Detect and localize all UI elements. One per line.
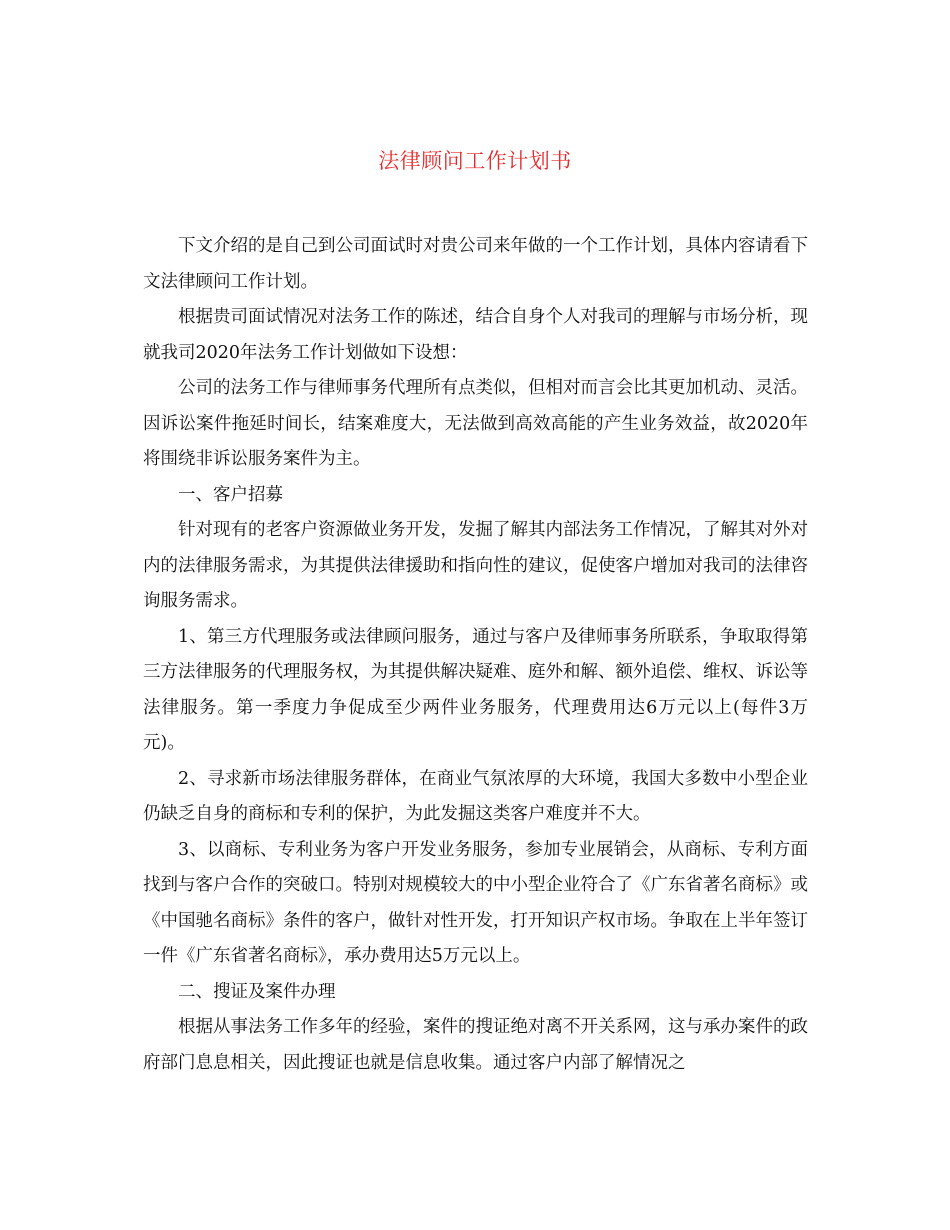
- paragraph-intro: 下文介绍的是自己到公司面试时对贵公司来年做的一个工作计划，具体内容请看下文法律顾问工作计划。: [143, 236, 808, 292]
- document-title: 法律顾问工作计划书: [378, 149, 572, 173]
- document-body: [143, 229, 808, 1081]
- list-item-trademark-patent: 3、以商标、专利业务为客户开发业务服务，参加专业展销会，从商标、专利方面找到与客户合作的突破口。特别对规模较大的中小型企业符合了《广东省著名商标》或《中国驰名商标》条件的客户，做针对性开发，打开知识产权市场。争取在上半年签订一件《广东省著名商标》，承办费用达5万元以上。: [143, 839, 808, 966]
- list-item-new-market: 2、寻求新市场法律服务群体，在商业气氛浓厚的大环境，我国大多数中小型企业仍缺乏自身的商标和专利的保护，为此发掘这类客户难度并不大。: [143, 768, 808, 824]
- section-heading-client-recruitment: 一、客户招募: [178, 484, 283, 505]
- paragraph-plan-overview: 根据贵司面试情况对法务工作的陈述，结合自身个人对我司的理解与市场分析，现就我司2020年法务工作计划做如下设想：: [143, 307, 808, 363]
- paragraph-existing-clients: 针对现有的老客户资源做业务开发，发掘了解其内部法务工作情况，了解其对外对内的法律服务需求，为其提供法律援助和指向性的建议，促使客户增加对我司的法律咨询服务需求。: [143, 520, 808, 611]
- section-heading-evidence-cases: 二、搜证及案件办理: [178, 981, 336, 1002]
- list-item-third-party-service: 1、第三方代理服务或法律顾问服务，通过与客户及律师事务所联系，争取取得第三方法律服务的代理服务权，为其提供解决疑难、庭外和解、额外追偿、维权、诉讼等法律服务。第一季度力争促成至少两件业务服务，代理费用达6万元以上(每件3万元)。: [143, 626, 808, 753]
- paragraph-work-nature: 公司的法务工作与律师事务代理所有点类似，但相对而言会比其更加机动、灵活。因诉讼案件拖延时间长，结案难度大，无法做到高效高能的产生业务效益，故2020年将围绕非诉讼服务案件为主。: [143, 378, 808, 469]
- paragraph-evidence-collection: 根据从事法务工作多年的经验，案件的搜证绝对离不开关系网，这与承办案件的政府部门息息相关，因此搜证也就是信息收集。通过客户内部了解情况之: [143, 1017, 808, 1073]
